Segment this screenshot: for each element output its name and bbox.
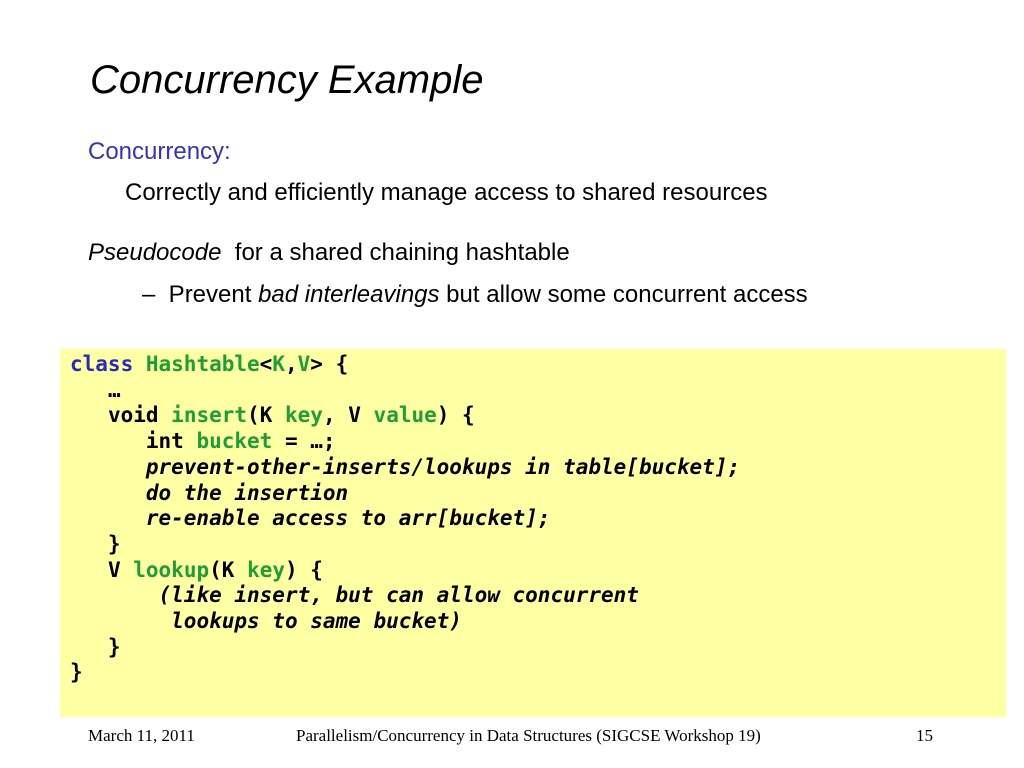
- code-value-param: value: [373, 403, 437, 428]
- code-void: void: [107, 403, 159, 428]
- code-comment-4: (like insert, but can allow concurrent: [158, 583, 639, 608]
- code-comment-3: re-enable access to arr[bucket];: [145, 506, 551, 531]
- pseudocode-word: Pseudocode: [88, 239, 222, 266]
- code-comment-5: lookups to same bucket): [171, 609, 462, 634]
- code-v-type: V: [348, 403, 361, 428]
- concurrency-definition: Correctly and efficiently manage access to shared resources: [125, 179, 768, 206]
- code-block: class Hashtable<K,V> { … void insert(K key, V value) { int bucket = …; prevent-other-inserts/lookups in table[bucket]; do the insertion re-enable access to arr[bucket]; } V lookup(K key) { (like insert, but can allow concurrent lookups to same bucket) } }: [70, 352, 741, 685]
- pseudocode-line: [88, 239, 570, 267]
- code-type-k: K: [272, 352, 285, 376]
- code-lookup-name: lookup: [133, 557, 210, 582]
- page-number: 15: [916, 726, 933, 745]
- code-comment-1: prevent-other-inserts/lookups in table[bucket];: [145, 454, 741, 479]
- code-class-name: Hashtable: [145, 352, 260, 376]
- code-comment-2: do the insertion: [145, 480, 349, 505]
- pseudocode-rest: for a shared chaining hashtable: [221, 239, 570, 266]
- code-key-param: key: [285, 403, 323, 428]
- code-lookup-k: K: [221, 557, 235, 582]
- code-type-v: V: [297, 352, 311, 376]
- code-ellipsis: …: [107, 377, 121, 402]
- slide-title: Concurrency Example: [90, 58, 484, 102]
- bullet-italic: bad interleavings: [258, 281, 440, 308]
- code-insert-name: insert: [171, 403, 248, 428]
- footer-date: March 11, 2011: [88, 726, 195, 745]
- bullet-rest: but allow some concurrent access: [439, 281, 808, 308]
- bullet-line: [142, 281, 808, 309]
- concurrency-heading: Concurrency:: [88, 138, 231, 165]
- code-lookup-return: V: [107, 557, 121, 582]
- code-class-keyword: class: [70, 352, 134, 376]
- footer-title: Parallelism/Concurrency in Data Structures (SIGCSE Workshop 19): [296, 726, 761, 745]
- bullet-dash: – Prevent: [142, 281, 259, 308]
- code-bucket-rhs: = …;: [272, 429, 336, 454]
- code-int: int: [145, 429, 184, 454]
- code-bucket-var: bucket: [196, 429, 273, 454]
- code-lookup-key: key: [247, 557, 286, 582]
- code-k-type: K: [259, 403, 273, 428]
